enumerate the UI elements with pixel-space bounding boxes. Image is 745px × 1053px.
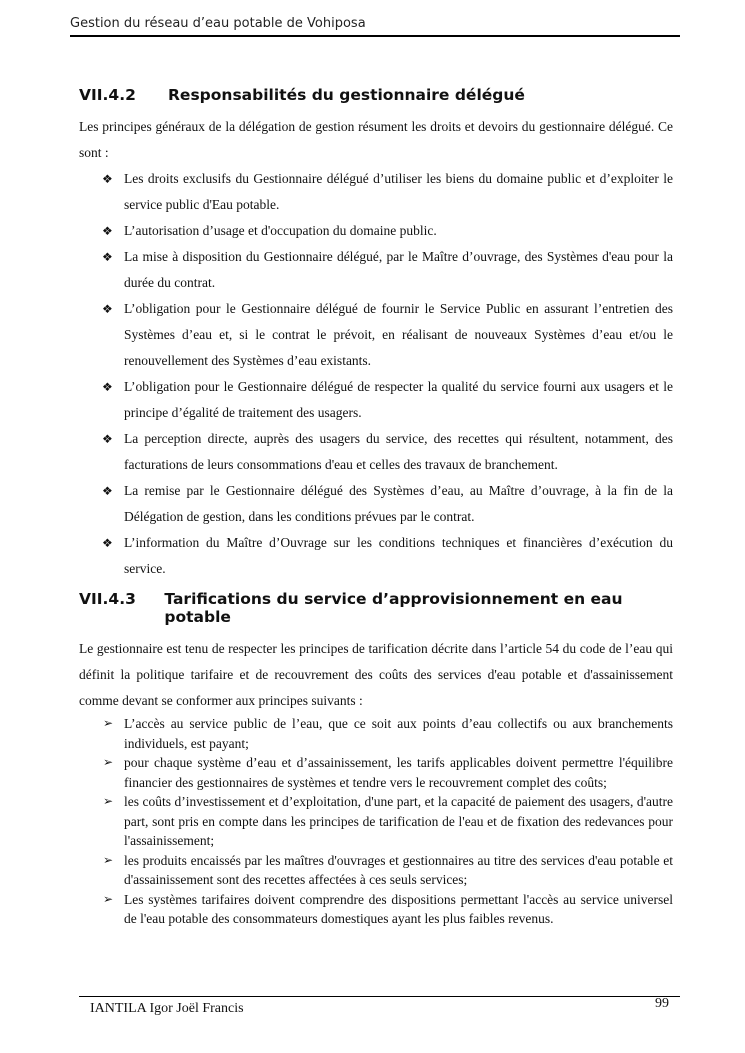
page-number: 99 [655,996,669,1011]
section-number: VII.4.2 [79,86,136,104]
section-heading-responsabilites [79,86,673,104]
list-item: ➢ pour chaque système d’eau et d’assainissement, les tarifs applicables doivent permettre l'équilibre financier des gestionnaires de systèmes et tendre vers le recouvrement complet des coûts; [103,755,673,790]
section-title: Tarifications du service d’approvisionnement en eau potable [164,590,623,626]
responsibilities-list [79,166,673,582]
list-item: ❖ La remise par le Gestionnaire délégué des Systèmes d’eau, au Maître d’ouvrage, à la fin de la Délégation de gestion, dans les conditions prévues par le contrat. [79,478,673,530]
arrow-bullet-icon: ➢ [103,755,114,769]
list-item: ❖ L’obligation pour le Gestionnaire délégué de fournir le Service Public en assurant l’entretien des Systèmes d’eau et, si le contrat le prévoit, en réalisant de nouveaux Systèmes d’eau et/ou le renouvellement des Systèmes d’eau existants. [79,296,673,374]
list-item: ➢ Les systèmes tarifaires doivent comprendre des dispositions permettant l'accès au service universel de l'eau potable des consommateurs domestiques ayant les plus faibles revenus. [103,891,673,926]
arrow-bullet-icon: ➢ [103,891,114,906]
section-intro-paragraph: Les principes généraux de la délégation de gestion résument les droits et devoirs du gestionnaire délégué. Ce sont : [79,119,673,160]
list-item: ➢ les coûts d’investissement et d’exploitation, d'une part, et la capacité de paiement des usagers, d'autre part, sont pris en compte dans les principes de tarification de l'eau et de fixation des redevances pour l'assainissement; [103,794,673,848]
list-item: ❖ La mise à disposition du Gestionnaire délégué, par le Maître d’ouvrage, des Systèmes d'eau pour la durée du contrat. [79,244,673,296]
diamond-bullet-icon: ❖ [102,432,113,446]
diamond-bullet-icon: ❖ [102,536,113,550]
tarification-principles-list [79,714,673,929]
arrow-bullet-icon: ➢ [103,716,114,730]
list-item: ❖ La perception directe, auprès des usagers du service, des recettes qui résultent, notamment, des facturations de leurs consommations d'eau et celles des travaux de branchement. [79,426,673,478]
diamond-bullet-icon: ❖ [102,380,113,394]
section-number: VII.4.3 [79,590,136,608]
running-header: Gestion du réseau d’eau potable de Vohiposa [70,16,680,37]
list-item: ❖ Les droits exclusifs du Gestionnaire délégué d’utiliser les biens du domaine public et d’exploiter le service public d'Eau potable. [79,166,673,218]
diamond-bullet-icon: ❖ [102,250,113,264]
list-item: ➢ les produits encaissés par les maîtres d'ouvrages et gestionnaires au titre des services d'eau potable et d'assainissement sont des recettes affectées à ces seuls services; [103,852,673,887]
diamond-bullet-icon: ❖ [102,224,113,238]
arrow-bullet-icon: ➢ [103,794,114,808]
diamond-bullet-icon: ❖ [102,484,113,498]
list-item: ➢ L’accès au service public de l’eau, que ce soit aux points d’eau collectifs ou aux branchements individuels, est payant; [103,716,673,751]
footer-author: IANTILA Igor Joël Francis [90,1001,244,1016]
section-intro-paragraph: Le gestionnaire est tenu de respecter les principes de tarification décrite dans l’article 54 du code de l’eau qui définit la politique tarifaire et de recouvrement des coûts des services d'eau potable et d'assainissement comme devant se conformer aux principes suivants : [79,641,673,708]
section-heading-tarifications [79,590,673,626]
list-item: ❖ L’information du Maître d’Ouvrage sur les conditions techniques et financières d’exécution du service. [79,530,673,582]
page-content [79,86,673,929]
footer-divider [79,996,680,997]
arrow-bullet-icon: ➢ [103,852,114,867]
list-item: ❖ L’obligation pour le Gestionnaire délégué de respecter la qualité du service fourni aux usagers et le principe d’égalité de traitement des usagers. [79,374,673,426]
section-title: Responsabilités du gestionnaire délégué [168,86,525,104]
diamond-bullet-icon: ❖ [102,302,113,316]
list-item: ❖ L’autorisation d’usage et d'occupation du domaine public. [79,218,673,244]
diamond-bullet-icon: ❖ [102,172,113,186]
